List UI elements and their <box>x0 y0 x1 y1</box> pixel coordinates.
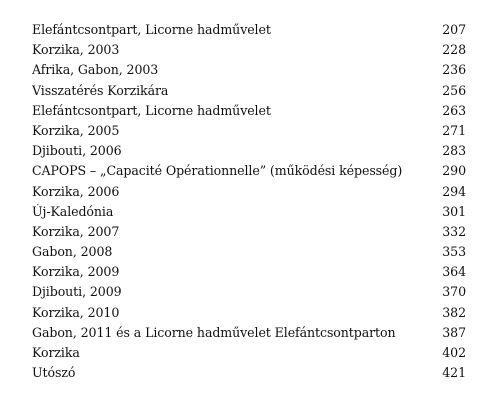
toc-entry <box>32 365 466 385</box>
toc-entry-page: 370 <box>442 284 466 300</box>
toc-entry <box>32 184 466 204</box>
toc-entry-title: Gabon, 2011 és a Licorne hadművelet Elefántcsontparton <box>32 324 396 340</box>
toc-entry-title: Utószó <box>32 365 76 381</box>
toc-entry-title: Korzika, 2006 <box>32 183 120 199</box>
toc-entry <box>32 224 466 244</box>
toc-entry <box>32 305 466 325</box>
toc-entry <box>32 163 466 183</box>
toc-entry-page: 283 <box>442 143 466 159</box>
toc-entry-title: Korzika, 2003 <box>32 42 120 58</box>
toc-entry <box>32 264 466 284</box>
toc-entry-page: 402 <box>442 345 466 360</box>
toc-entry-page: 353 <box>442 244 466 260</box>
toc-entry-title: Korzika, 2009 <box>32 264 120 280</box>
toc-entry-title: Djibouti, 2006 <box>32 143 122 159</box>
toc-entry <box>32 22 466 42</box>
toc-entry-title: Korzika, 2007 <box>32 223 120 239</box>
toc-entry-page: 364 <box>442 264 466 280</box>
toc-entry-page: 207 <box>442 22 466 37</box>
toc-entry <box>32 62 466 82</box>
toc-entry-title: Korzika, 2010 <box>32 304 120 320</box>
toc-entry <box>32 204 466 224</box>
toc-entry <box>32 103 466 123</box>
toc-entry-title: Korzika <box>32 345 80 360</box>
toc-entry-title: Djibouti, 2009 <box>32 284 122 300</box>
toc-entry-page: 236 <box>442 62 466 78</box>
toc-entry <box>32 284 466 304</box>
toc-entry <box>32 244 466 264</box>
toc-entry-page: 256 <box>442 82 466 98</box>
toc-entry <box>32 143 466 163</box>
toc-entry-page: 263 <box>442 102 466 118</box>
toc-entry-page: 294 <box>442 183 466 199</box>
toc-entry-page: 290 <box>442 163 466 179</box>
toc-entry-page: 332 <box>442 223 466 239</box>
toc-entry <box>32 42 466 62</box>
toc-entry-page: 228 <box>442 42 466 58</box>
toc-entry-page: 271 <box>442 122 466 138</box>
table-of-contents <box>32 22 466 385</box>
toc-entry-title: Korzika, 2005 <box>32 122 120 138</box>
toc-entry-title: Afrika, Gabon, 2003 <box>32 62 159 78</box>
toc-entry <box>32 325 466 345</box>
toc-entry-page: 387 <box>442 324 466 340</box>
toc-entry-page: 301 <box>442 203 466 219</box>
toc-entry-title: Visszatérés Korzikára <box>32 82 169 98</box>
toc-entry-title: Gabon, 2008 <box>32 244 113 260</box>
toc-entry-title: CAPOPS – „Capacité Opérationnelle” (működési képesség) <box>32 163 403 179</box>
toc-entry <box>32 345 466 365</box>
toc-entry <box>32 83 466 103</box>
toc-entry-title: Új-Kaledónia <box>32 203 114 219</box>
toc-entry <box>32 123 466 143</box>
toc-entry-title: Elefántcsontpart, Licorne hadművelet <box>32 22 271 37</box>
toc-entry-title: Elefántcsontpart, Licorne hadművelet <box>32 102 271 118</box>
toc-entry-page: 382 <box>442 304 466 320</box>
toc-entry-page: 421 <box>442 365 466 381</box>
